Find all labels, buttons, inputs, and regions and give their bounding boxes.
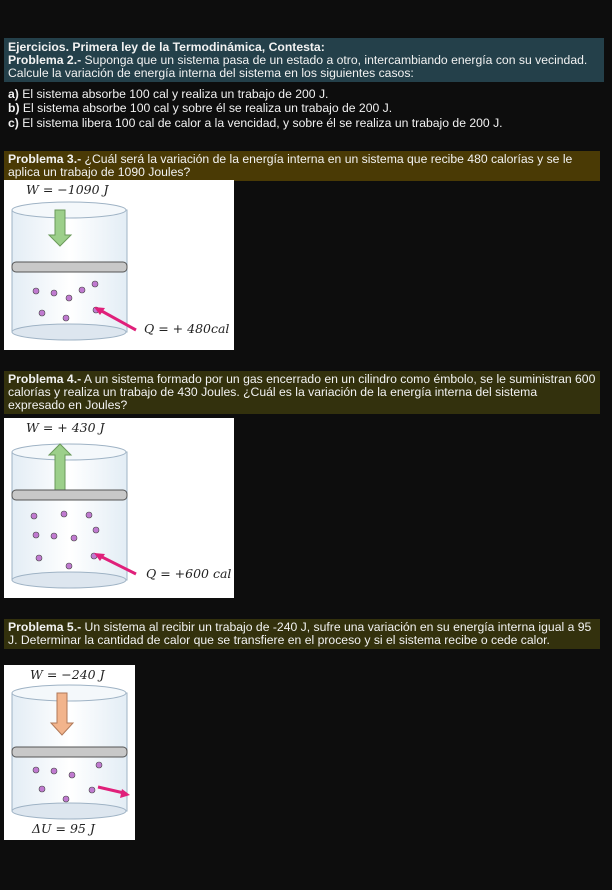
problem-3-figure: [4, 180, 234, 350]
cylinder-top: [12, 444, 126, 460]
piston: [12, 747, 127, 757]
cylinder-top: [12, 202, 126, 218]
problem-4-text: A un sistema formado por un gas encerrado en un cilindro como émbolo, se le suministran 600 calorías y realiza un trabajo de 430 Joules. ¿Cuál es la variación de la energía interna del sistema expresado en Joules?: [8, 372, 596, 412]
work-label: W = −240 J: [30, 667, 105, 682]
problem-4-label: Problema 4.-: [8, 372, 82, 386]
case-b: [8, 102, 392, 115]
work-label: W = −1090 J: [26, 182, 109, 197]
problem-4-statement: [4, 371, 600, 414]
problem-5-figure: [4, 665, 135, 840]
case-a: [8, 88, 328, 101]
problem-5-label: Problema 5.-: [8, 620, 82, 634]
case-b-text: El sistema absorbe 100 cal y sobre él se realiza un trabajo de 200 J.: [19, 101, 393, 115]
case-a-text: El sistema absorbe 100 cal y realiza un trabajo de 200 J.: [18, 87, 329, 101]
exercise-title: Ejercicios. Primera ley de la Termodinámica, Contesta:: [8, 40, 325, 54]
problem-3-statement: [4, 151, 600, 181]
problem-5-text: Un sistema al recibir un trabajo de -240 J, sufre una variación en su energía interna igual a 95 J. Determinar la cantidad de calor que se transfiere en el proceso y si el sistema recibe o cede calor.: [8, 620, 592, 647]
exercise-header: [4, 38, 604, 82]
piston: [12, 490, 127, 500]
work-label: W = + 430 J: [26, 420, 105, 435]
case-c-letter: c): [8, 116, 19, 130]
cylinder-base: [12, 324, 126, 340]
cylinder-base: [12, 572, 126, 588]
problem-2-statement: [8, 54, 600, 80]
problem-4-figure: [4, 418, 234, 598]
case-c: [8, 117, 503, 130]
heat-label: Q = + 480cal: [144, 321, 230, 336]
case-c-text: El sistema libera 100 cal de calor a la vencidad, y sobre él se realiza un trabajo de 200 J.: [18, 116, 503, 130]
energy-label: ΔU = 95 J: [32, 821, 95, 836]
cylinder-top: [12, 685, 126, 701]
problem-2-text: Suponga que un sistema pasa de un estado a otro, intercambiando energía con su vecindad. Calcule la variación de energía interna del sistema en los siguientes casos:: [8, 53, 588, 80]
piston: [12, 262, 127, 272]
heat-label: Q = +600 cal: [146, 566, 232, 581]
problem-2-label: Problema 2.-: [8, 53, 82, 67]
case-a-letter: a): [8, 87, 19, 101]
problem-3-text: ¿Cuál será la variación de la energía interna en un sistema que recibe 480 calorías y se le aplica un trabajo de 1090 Joules?: [8, 152, 573, 179]
case-b-letter: b): [8, 101, 20, 115]
cylinder-base: [12, 803, 126, 819]
problem-3-label: Problema 3.-: [8, 152, 82, 166]
problem-5-statement: [4, 619, 600, 649]
